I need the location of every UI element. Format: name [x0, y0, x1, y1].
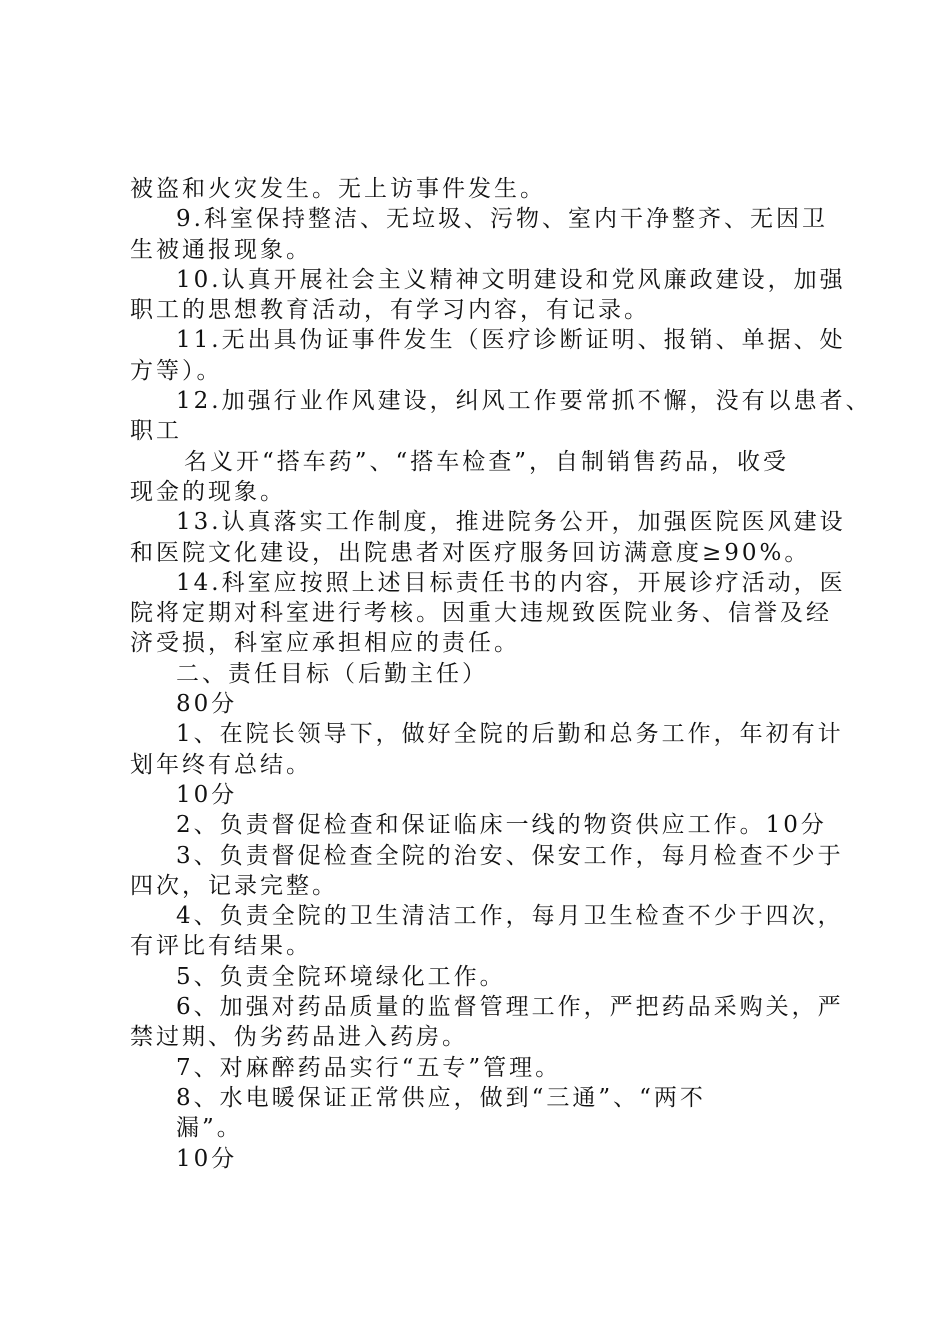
section-heading: 二、责任目标（后勤主任）	[176, 660, 488, 687]
text-line: 方等）。	[130, 357, 223, 384]
text-line: 禁过期、伪劣药品进入药房。	[130, 1024, 468, 1051]
text-line: 14.科室应按照上述目标责任书的内容，开展诊疗活动，医	[176, 569, 846, 596]
text-line: 2、负责督促检查和保证临床一线的物资供应工作。10分	[176, 812, 827, 839]
document-body	[130, 174, 872, 1174]
text-line: 13.认真落实工作制度，推进院务公开，加强医院医风建设	[176, 509, 846, 536]
text-line: 济受损，科室应承担相应的责任。	[130, 630, 520, 657]
text-line: 职工的思想教育活动，有学习内容，有记录。	[130, 297, 650, 324]
text-line: 划年终有总结。	[130, 751, 312, 778]
text-line: 现金的现象。	[130, 478, 286, 505]
text-line: 1、在院长领导下，做好全院的后勤和总务工作，年初有计	[176, 721, 844, 748]
text-line: 10.认真开展社会主义精神文明建设和党风廉政建设，加强	[176, 266, 846, 293]
text-line: 12.加强行业作风建设，纠风工作要常抓不懈，没有以患者、	[176, 388, 872, 415]
text-line: 4、负责全院的卫生清洁工作，每月卫生检查不少于四次，	[176, 903, 844, 930]
text-line: 7、对麻醉药品实行“五专”管理。	[176, 1054, 562, 1081]
text-line: 有评比有结果。	[130, 933, 312, 960]
text-line: 职工	[130, 418, 182, 445]
text-line: 和医院文化建设，出院患者对医疗服务回访满意度≥90%。	[130, 539, 811, 566]
score-line: 10分	[176, 1145, 238, 1172]
text-line: 名义开“搭车药”、“搭车检查”，自制销售药品，收受	[184, 448, 790, 475]
text-line: 四次，记录完整。	[130, 872, 338, 899]
text-line: 6、加强对药品质量的监督管理工作，严把药品采购关，严	[176, 994, 844, 1021]
score-line: 80分	[176, 691, 238, 718]
text-line: 被盗和火灾发生。无上访事件发生。	[130, 176, 546, 202]
text-line: 3、负责督促检查全院的治安、保安工作，每月检查不少于	[176, 842, 844, 869]
text-line: 5、负责全院环境绿化工作。	[176, 963, 506, 990]
text-line: 漏”。	[176, 1115, 243, 1142]
score-line: 10分	[176, 781, 238, 808]
text-line: 8、水电暖保证正常供应，做到“三通”、“两不	[176, 1084, 706, 1111]
text-line: 生被通报现象。	[130, 236, 312, 263]
text-line: 院将定期对科室进行考核。因重大违规致医院业务、信誉及经	[130, 600, 832, 627]
text-line: 9.科室保持整洁、无垃圾、污物、室内干净整齐、无因卫	[176, 206, 828, 233]
text-line: 11.无出具伪证事件发生（医疗诊断证明、报销、单据、处	[176, 327, 846, 354]
